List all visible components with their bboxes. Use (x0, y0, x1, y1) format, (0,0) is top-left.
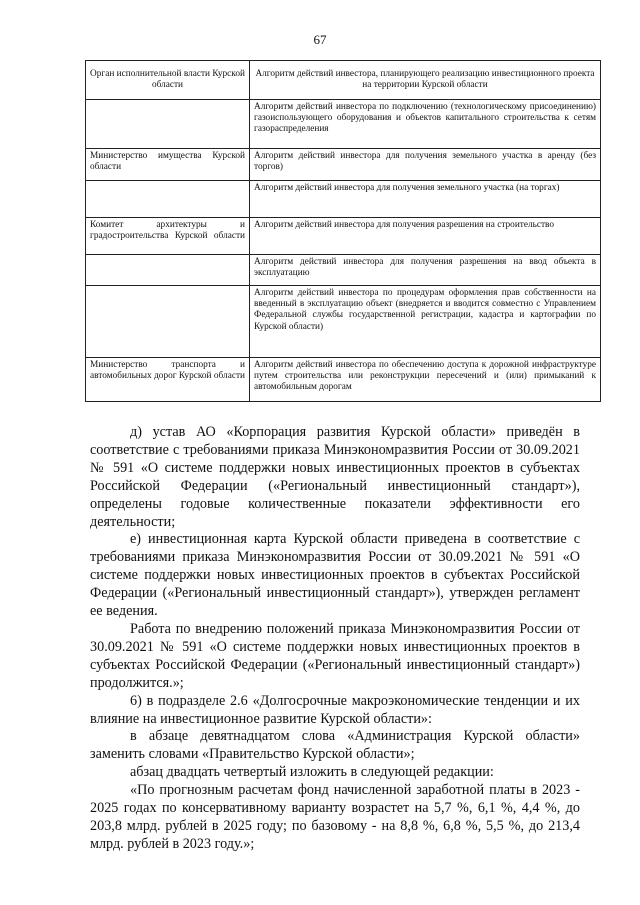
paragraph-forecast: «По прогнозным расчетам фонд начисленной заработной платы в 2023 - 2025 годах по консервативному варианту возрастет на 5,7 %, 6,1 %, 4,4 %, до 203,8 млрд. рублей в 2025 году; по базовому - на 8,8 %, 6,8 %, 5,5 %, до 213,4 млрд. рублей в 2023 году.»; (90, 782, 580, 852)
algorithm-cell: Алгоритм действий инвестора для получения земельного участка в аренду (без торгов) (250, 149, 601, 181)
algorithm-cell: Алгоритм действий инвестора по подключению (технологическому присоединению) газоиспользующего оборудования и объектов капитального строительства к сетям газораспределения (250, 100, 601, 149)
table-row (86, 181, 601, 218)
algorithm-cell: Алгоритм действий инвестора для получения разрешения на строительство (250, 218, 601, 255)
investor-algorithms-table (85, 60, 601, 402)
algorithm-cell: Алгоритм действий инвестора для получения земельного участка (на торгах) (250, 181, 601, 218)
table-row (86, 358, 601, 402)
paragraph-twenty-fourth: абзац двадцать четвертый изложить в следующей редакции: (130, 764, 494, 781)
org-cell (86, 286, 250, 358)
header-authority: Орган исполнительной власти Курской области (86, 61, 250, 100)
header-algorithm: Алгоритм действий инвестора, планирующего реализацию инвестиционного проекта на территории Курской области (250, 61, 601, 100)
org-cell (86, 181, 250, 218)
algorithm-cell: Алгоритм действий инвестора для получения разрешения на ввод объекта в эксплуатацию (250, 255, 601, 286)
paragraph-d: д) устав АО «Корпорация развития Курской области» приведён в соответствие с требованиями приказа Минэкономразвития России от 30.09.2021 № 591 «О системе поддержки новых инвестиционных проектов в субъектах Российской Федерации («Региональный инвестиционный стандарт»), определены годовые количественные показатели эффективности его деятельности; (90, 424, 580, 530)
table-row (86, 218, 601, 255)
org-cell: Министерство имущества Курской области (86, 149, 250, 181)
table-row (86, 149, 601, 181)
paragraph-6: 6) в подразделе 2.6 «Долгосрочные макроэкономические тенденции и их влияние на инвестиционное развитие Курской области»: (90, 692, 580, 727)
org-cell (86, 255, 250, 286)
table-header-row (86, 61, 601, 100)
org-cell: Комитет архитектуры и градостроительства Курской области (86, 218, 250, 255)
document-body (90, 424, 580, 854)
table-row (86, 286, 601, 358)
algorithm-cell: Алгоритм действий инвестора по процедурам оформления прав собственности на введенный в эксплуатацию объект (внедряется и вводится совместно с Управлением Федеральной службы государственной регистрации, кадастра и картографии по Курской области) (250, 286, 601, 358)
table-row (86, 255, 601, 286)
paragraph-e: е) инвестиционная карта Курской области приведена в соответствие с требованиями приказа Минэкономразвития России от 30.09.2021 № 591 «О системе поддержки новых инвестиционных проектов в субъектах Российской Федерации («Региональный инвестиционный стандарт»), утвержден регламент ее ведения. (90, 531, 580, 620)
org-cell (86, 100, 250, 149)
algorithm-cell: Алгоритм действий инвестора по обеспечению доступа к дорожной инфраструктуре путем строительства или реконструкции пересечений и (или) примыканий к автомобильным дорогам (250, 358, 601, 402)
page-number: 67 (313, 32, 327, 47)
paragraph-work: Работа по внедрению положений приказа Минэкономразвития России от 30.09.2021 № 591 «О системе поддержки новых инвестиционных проектов в субъектах Российской Федерации («Региональный инвестиционный стандарт») продолжится.»; (90, 620, 580, 691)
paragraph-nineteenth: в абзаце девятнадцатом слова «Администрация Курской области» заменить словами «Правительство Курской области»; (90, 728, 580, 763)
org-cell: Министерство транспорта и автомобильных дорог Курской области (86, 358, 250, 402)
table-row (86, 100, 601, 149)
